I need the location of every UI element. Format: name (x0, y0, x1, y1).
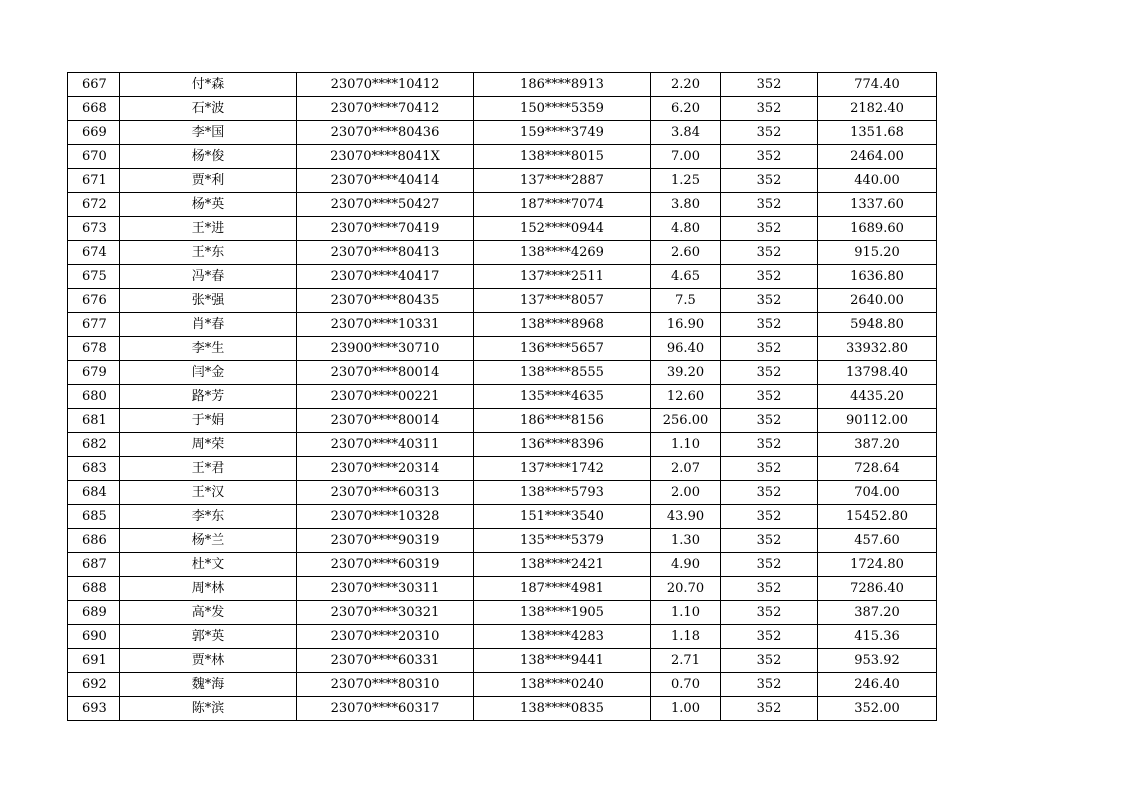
unit-price-cell: 352 (721, 409, 818, 433)
unit-price-cell: 352 (721, 289, 818, 313)
id-number-cell: 23900****30710 (297, 337, 474, 361)
row-number-cell: 675 (68, 265, 120, 289)
amount-cell: 704.00 (818, 481, 937, 505)
unit-price-cell: 352 (721, 697, 818, 721)
amount-cell: 2182.40 (818, 97, 937, 121)
id-number-cell: 23070****8041X (297, 145, 474, 169)
quantity-cell: 2.71 (651, 649, 721, 673)
id-number-cell: 23070****10412 (297, 73, 474, 97)
id-number-cell: 23070****60331 (297, 649, 474, 673)
table-row (68, 625, 937, 649)
id-number-cell: 23070****80436 (297, 121, 474, 145)
id-number-cell: 23070****20314 (297, 457, 474, 481)
id-number-cell: 23070****40311 (297, 433, 474, 457)
data-table (67, 72, 937, 721)
row-number-cell: 685 (68, 505, 120, 529)
name-cell: 魏*海 (120, 673, 297, 697)
name-cell: 石*波 (120, 97, 297, 121)
unit-price-cell: 352 (721, 265, 818, 289)
amount-cell: 387.20 (818, 601, 937, 625)
row-number-cell: 683 (68, 457, 120, 481)
id-number-cell: 23070****70412 (297, 97, 474, 121)
phone-cell: 138****8968 (474, 313, 651, 337)
quantity-cell: 1.30 (651, 529, 721, 553)
table-row (68, 409, 937, 433)
unit-price-cell: 352 (721, 121, 818, 145)
id-number-cell: 23070****10328 (297, 505, 474, 529)
id-number-cell: 23070****90319 (297, 529, 474, 553)
row-number-cell: 680 (68, 385, 120, 409)
phone-cell: 137****1742 (474, 457, 651, 481)
quantity-cell: 1.10 (651, 433, 721, 457)
table-row (68, 481, 937, 505)
name-cell: 周*荣 (120, 433, 297, 457)
quantity-cell: 256.00 (651, 409, 721, 433)
phone-cell: 138****0240 (474, 673, 651, 697)
table-row (68, 193, 937, 217)
quantity-cell: 16.90 (651, 313, 721, 337)
table-row (68, 457, 937, 481)
unit-price-cell: 352 (721, 529, 818, 553)
amount-cell: 90112.00 (818, 409, 937, 433)
table-row (68, 97, 937, 121)
name-cell: 高*发 (120, 601, 297, 625)
id-number-cell: 23070****20310 (297, 625, 474, 649)
id-number-cell: 23070****80413 (297, 241, 474, 265)
row-number-cell: 682 (68, 433, 120, 457)
table-row (68, 169, 937, 193)
quantity-cell: 7.00 (651, 145, 721, 169)
table-row (68, 385, 937, 409)
phone-cell: 159****3749 (474, 121, 651, 145)
row-number-cell: 678 (68, 337, 120, 361)
id-number-cell: 23070****60317 (297, 697, 474, 721)
name-cell: 周*林 (120, 577, 297, 601)
amount-cell: 5948.80 (818, 313, 937, 337)
quantity-cell: 39.20 (651, 361, 721, 385)
amount-cell: 1724.80 (818, 553, 937, 577)
amount-cell: 246.40 (818, 673, 937, 697)
unit-price-cell: 352 (721, 97, 818, 121)
unit-price-cell: 352 (721, 73, 818, 97)
quantity-cell: 12.60 (651, 385, 721, 409)
phone-cell: 138****0835 (474, 697, 651, 721)
amount-cell: 33932.80 (818, 337, 937, 361)
row-number-cell: 689 (68, 601, 120, 625)
name-cell: 李*生 (120, 337, 297, 361)
row-number-cell: 691 (68, 649, 120, 673)
quantity-cell: 2.00 (651, 481, 721, 505)
quantity-cell: 1.00 (651, 697, 721, 721)
table-row (68, 529, 937, 553)
name-cell: 王*进 (120, 217, 297, 241)
unit-price-cell: 352 (721, 553, 818, 577)
row-number-cell: 677 (68, 313, 120, 337)
amount-cell: 1337.60 (818, 193, 937, 217)
amount-cell: 13798.40 (818, 361, 937, 385)
amount-cell: 15452.80 (818, 505, 937, 529)
unit-price-cell: 352 (721, 481, 818, 505)
row-number-cell: 674 (68, 241, 120, 265)
amount-cell: 440.00 (818, 169, 937, 193)
name-cell: 贾*林 (120, 649, 297, 673)
row-number-cell: 672 (68, 193, 120, 217)
unit-price-cell: 352 (721, 649, 818, 673)
name-cell: 杨*兰 (120, 529, 297, 553)
phone-cell: 135****4635 (474, 385, 651, 409)
row-number-cell: 671 (68, 169, 120, 193)
row-number-cell: 667 (68, 73, 120, 97)
quantity-cell: 1.10 (651, 601, 721, 625)
amount-cell: 352.00 (818, 697, 937, 721)
unit-price-cell: 352 (721, 361, 818, 385)
quantity-cell: 43.90 (651, 505, 721, 529)
phone-cell: 138****1905 (474, 601, 651, 625)
quantity-cell: 2.07 (651, 457, 721, 481)
id-number-cell: 23070****30321 (297, 601, 474, 625)
phone-cell: 187****7074 (474, 193, 651, 217)
quantity-cell: 1.18 (651, 625, 721, 649)
amount-cell: 1351.68 (818, 121, 937, 145)
table-body (68, 73, 937, 721)
name-cell: 李*国 (120, 121, 297, 145)
name-cell: 李*东 (120, 505, 297, 529)
name-cell: 杜*文 (120, 553, 297, 577)
name-cell: 陈*滨 (120, 697, 297, 721)
quantity-cell: 4.65 (651, 265, 721, 289)
quantity-cell: 20.70 (651, 577, 721, 601)
name-cell: 贾*利 (120, 169, 297, 193)
unit-price-cell: 352 (721, 457, 818, 481)
amount-cell: 2464.00 (818, 145, 937, 169)
name-cell: 付*森 (120, 73, 297, 97)
id-number-cell: 23070****10331 (297, 313, 474, 337)
unit-price-cell: 352 (721, 169, 818, 193)
id-number-cell: 23070****60319 (297, 553, 474, 577)
id-number-cell: 23070****80014 (297, 409, 474, 433)
phone-cell: 136****5657 (474, 337, 651, 361)
phone-cell: 186****8156 (474, 409, 651, 433)
id-number-cell: 23070****80435 (297, 289, 474, 313)
name-cell: 于*娟 (120, 409, 297, 433)
phone-cell: 186****8913 (474, 73, 651, 97)
row-number-cell: 673 (68, 217, 120, 241)
id-number-cell: 23070****80310 (297, 673, 474, 697)
amount-cell: 4435.20 (818, 385, 937, 409)
name-cell: 王*君 (120, 457, 297, 481)
unit-price-cell: 352 (721, 337, 818, 361)
row-number-cell: 669 (68, 121, 120, 145)
row-number-cell: 681 (68, 409, 120, 433)
name-cell: 王*东 (120, 241, 297, 265)
id-number-cell: 23070****40414 (297, 169, 474, 193)
name-cell: 王*汉 (120, 481, 297, 505)
amount-cell: 7286.40 (818, 577, 937, 601)
phone-cell: 138****4283 (474, 625, 651, 649)
unit-price-cell: 352 (721, 145, 818, 169)
unit-price-cell: 352 (721, 673, 818, 697)
table-row (68, 433, 937, 457)
row-number-cell: 693 (68, 697, 120, 721)
quantity-cell: 0.70 (651, 673, 721, 697)
table-row (68, 673, 937, 697)
phone-cell: 137****2511 (474, 265, 651, 289)
quantity-cell: 2.60 (651, 241, 721, 265)
amount-cell: 387.20 (818, 433, 937, 457)
amount-cell: 953.92 (818, 649, 937, 673)
unit-price-cell: 352 (721, 577, 818, 601)
id-number-cell: 23070****30311 (297, 577, 474, 601)
row-number-cell: 687 (68, 553, 120, 577)
phone-cell: 138****4269 (474, 241, 651, 265)
quantity-cell: 3.84 (651, 121, 721, 145)
table-row (68, 145, 937, 169)
row-number-cell: 686 (68, 529, 120, 553)
amount-cell: 728.64 (818, 457, 937, 481)
unit-price-cell: 352 (721, 385, 818, 409)
row-number-cell: 690 (68, 625, 120, 649)
row-number-cell: 679 (68, 361, 120, 385)
table-row (68, 73, 937, 97)
table-row (68, 289, 937, 313)
phone-cell: 138****5793 (474, 481, 651, 505)
amount-cell: 774.40 (818, 73, 937, 97)
unit-price-cell: 352 (721, 217, 818, 241)
amount-cell: 915.20 (818, 241, 937, 265)
name-cell: 闫*金 (120, 361, 297, 385)
phone-cell: 138****8555 (474, 361, 651, 385)
phone-cell: 135****5379 (474, 529, 651, 553)
amount-cell: 457.60 (818, 529, 937, 553)
name-cell: 张*强 (120, 289, 297, 313)
id-number-cell: 23070****50427 (297, 193, 474, 217)
phone-cell: 138****2421 (474, 553, 651, 577)
table-row (68, 505, 937, 529)
unit-price-cell: 352 (721, 313, 818, 337)
id-number-cell: 23070****60313 (297, 481, 474, 505)
quantity-cell: 7.5 (651, 289, 721, 313)
unit-price-cell: 352 (721, 433, 818, 457)
table-row (68, 217, 937, 241)
quantity-cell: 96.40 (651, 337, 721, 361)
name-cell: 郭*英 (120, 625, 297, 649)
row-number-cell: 684 (68, 481, 120, 505)
quantity-cell: 3.80 (651, 193, 721, 217)
id-number-cell: 23070****80014 (297, 361, 474, 385)
name-cell: 杨*俊 (120, 145, 297, 169)
table-row (68, 241, 937, 265)
phone-cell: 138****9441 (474, 649, 651, 673)
phone-cell: 150****5359 (474, 97, 651, 121)
table-row (68, 649, 937, 673)
row-number-cell: 668 (68, 97, 120, 121)
phone-cell: 136****8396 (474, 433, 651, 457)
phone-cell: 137****8057 (474, 289, 651, 313)
unit-price-cell: 352 (721, 193, 818, 217)
quantity-cell: 2.20 (651, 73, 721, 97)
amount-cell: 415.36 (818, 625, 937, 649)
row-number-cell: 688 (68, 577, 120, 601)
id-number-cell: 23070****00221 (297, 385, 474, 409)
table-row (68, 265, 937, 289)
quantity-cell: 6.20 (651, 97, 721, 121)
table-row (68, 361, 937, 385)
table-row (68, 313, 937, 337)
id-number-cell: 23070****40417 (297, 265, 474, 289)
row-number-cell: 692 (68, 673, 120, 697)
unit-price-cell: 352 (721, 601, 818, 625)
phone-cell: 152****0944 (474, 217, 651, 241)
amount-cell: 1636.80 (818, 265, 937, 289)
phone-cell: 187****4981 (474, 577, 651, 601)
amount-cell: 2640.00 (818, 289, 937, 313)
table-row (68, 553, 937, 577)
table-row (68, 337, 937, 361)
row-number-cell: 676 (68, 289, 120, 313)
table-row (68, 121, 937, 145)
unit-price-cell: 352 (721, 505, 818, 529)
table-row (68, 601, 937, 625)
amount-cell: 1689.60 (818, 217, 937, 241)
phone-cell: 151****3540 (474, 505, 651, 529)
name-cell: 路*芳 (120, 385, 297, 409)
unit-price-cell: 352 (721, 625, 818, 649)
name-cell: 冯*春 (120, 265, 297, 289)
phone-cell: 137****2887 (474, 169, 651, 193)
quantity-cell: 4.90 (651, 553, 721, 577)
quantity-cell: 1.25 (651, 169, 721, 193)
id-number-cell: 23070****70419 (297, 217, 474, 241)
row-number-cell: 670 (68, 145, 120, 169)
table-row (68, 697, 937, 721)
name-cell: 杨*英 (120, 193, 297, 217)
quantity-cell: 4.80 (651, 217, 721, 241)
name-cell: 肖*春 (120, 313, 297, 337)
phone-cell: 138****8015 (474, 145, 651, 169)
table-row (68, 577, 937, 601)
unit-price-cell: 352 (721, 241, 818, 265)
